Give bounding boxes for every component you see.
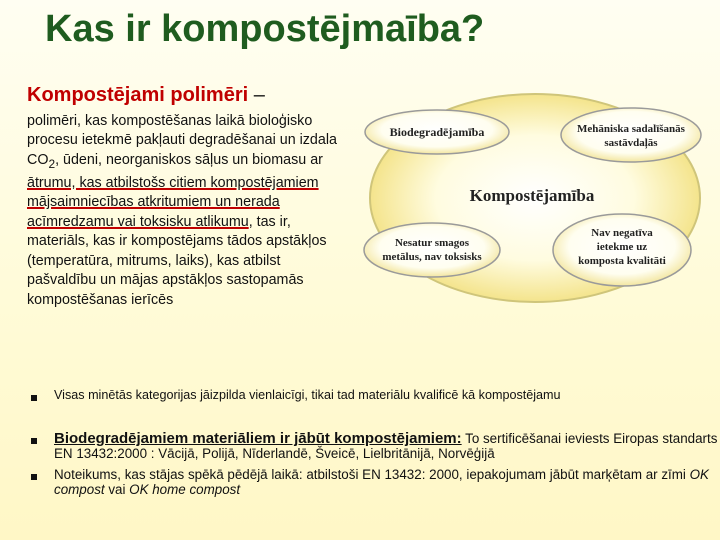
bullet-lead-2: Biodegradējamiem materiāliem ir jābūt kompostējamiem: xyxy=(54,430,462,447)
compostability-diagram xyxy=(360,88,705,306)
bullet-text-3: Noteikums, kas stājas spēkā pēdējā laikā: atbilstoši EN 13432: 2000, iepakojumam jābūt marķētam ar zīmi xyxy=(54,467,690,482)
slide-title: Kas ir kompostējmaība? xyxy=(45,8,485,50)
ellipse-mechanical-breakdown xyxy=(561,108,701,162)
bullet-marker xyxy=(31,438,37,444)
label-mechanical-1: Mehāniska sadalīšanās xyxy=(577,123,685,135)
label-mechanical-2: sastāvdaļās xyxy=(604,137,658,149)
definition-term: Kompostējami polimēri xyxy=(27,84,249,106)
co2-subscript: 2 xyxy=(48,156,56,171)
label-no-heavy-metals-2: metālus, nav toksisks xyxy=(382,251,482,263)
bullet-text-3-mid: vai xyxy=(104,482,130,497)
bullet-item xyxy=(28,388,718,403)
label-no-heavy-metals-1: Nesatur smagos xyxy=(394,237,470,249)
label-no-negative-3: komposta kvalitāti xyxy=(578,255,666,267)
bullet-text-2: To sertificēšanai ieviests Eiropas standarts EN 13432:2000 : Vācijā, Polijā, Nīderlandē, Šveicē, Lielbritānijā, Norvēģijā xyxy=(54,431,718,461)
ok-compost-mark: OK compost xyxy=(54,467,709,497)
definition-heading xyxy=(27,84,357,107)
bullet-marker xyxy=(31,474,37,480)
label-no-negative-1: Nav negatīva xyxy=(591,227,653,239)
bullet-list xyxy=(28,388,718,497)
ellipse-no-heavy-metals xyxy=(364,223,500,277)
definition-text xyxy=(27,112,352,310)
definition-underlined-text: ātrumu, kas atbilstošs citiem kompostējamiem mājsaimniecības atkritumiem un nerada acīmredzamu vai toksisku atlikumu xyxy=(27,175,319,230)
label-compostability: Kompostējamība xyxy=(469,186,595,205)
ok-home-compost-mark: OK home compost xyxy=(129,482,241,497)
definition-text-end: , tas ir, materiāls, kas ir kompostējams tādos apstākļos (temperatūra, mitrums, laiks), kas atbilst pašvaldību un mājas apstākļos sastopamās kompostēšanas ierīcēs xyxy=(27,213,327,308)
bullet-item xyxy=(28,431,718,461)
definition-dash: – xyxy=(253,84,265,106)
definition-text-start: polimēri, kas kompostēšanas laikā bioloģisko procesu ietekmē pakļauti degradēšanai un izdala CO xyxy=(27,113,337,168)
bullet-item xyxy=(28,467,718,497)
bullet-text-1: Visas minētās kategorijas jāizpilda vienlaicīgi, tikai tad materiālu kvalificē kā kompostējamu xyxy=(54,388,561,402)
label-biodegradability: Biodegradējamība xyxy=(389,125,485,139)
label-no-negative-2: ietekme uz xyxy=(596,241,648,253)
bullet-marker xyxy=(31,395,37,401)
definition-block xyxy=(27,84,357,310)
definition-text-middle: , ūdeni, neorganiskos sāļus un biomasu ar xyxy=(55,151,323,168)
